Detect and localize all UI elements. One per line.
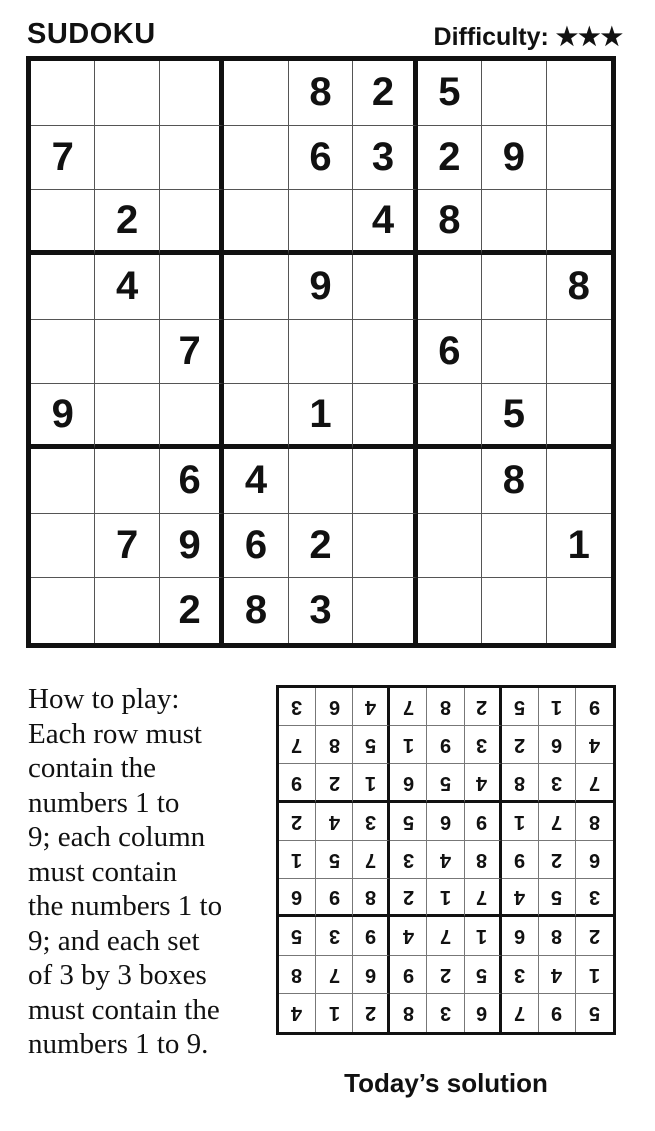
solution-digit: 8 [476, 848, 488, 871]
sudoku-cell[interactable] [160, 384, 224, 449]
solution-cell [539, 956, 576, 994]
solution-cell [576, 956, 613, 994]
solution-digit: 1 [588, 963, 600, 986]
solution-digit: 2 [402, 886, 414, 909]
solution-cell [465, 917, 502, 955]
solution-digit: 6 [439, 810, 452, 833]
instruction-line: 9; and each set [28, 924, 200, 957]
solution-digit: 4 [476, 771, 488, 794]
solution-cell [390, 688, 427, 726]
sudoku-cell[interactable] [547, 190, 611, 255]
solution-digit: 2 [291, 810, 303, 833]
solution-cell [316, 956, 353, 994]
instruction-line: must contain [28, 855, 178, 888]
solution-cell [427, 841, 464, 879]
solution-digit: 2 [551, 848, 563, 871]
sudoku-cell[interactable] [547, 320, 611, 385]
sudoku-cell[interactable] [289, 449, 353, 514]
solution-digit: 2 [476, 696, 488, 719]
sudoku-cell[interactable] [289, 190, 353, 255]
solution-digit: 7 [476, 886, 488, 909]
solution-digit: 6 [402, 771, 414, 794]
sudoku-cell[interactable]: 8 [482, 449, 546, 514]
sudoku-cell[interactable] [418, 514, 482, 579]
solution-cell [576, 688, 613, 726]
solution-cell [427, 803, 464, 841]
sudoku-cell[interactable] [31, 320, 95, 385]
sudoku-cell[interactable] [418, 578, 482, 643]
solution-cell [576, 994, 613, 1032]
instruction-line: of 3 by 3 boxes [28, 959, 207, 991]
solution-digit: 8 [402, 1002, 414, 1025]
sudoku-cell[interactable] [224, 320, 288, 385]
solution-cell [576, 803, 613, 841]
sudoku-cell[interactable] [353, 384, 417, 449]
sudoku-cell[interactable] [224, 255, 288, 320]
sudoku-cell[interactable] [482, 320, 546, 385]
sudoku-cell[interactable]: 8 [547, 255, 611, 320]
difficulty-rating: Difficulty: ★★★ [433, 23, 623, 51]
solution-cell [390, 917, 427, 955]
sudoku-cell[interactable] [482, 61, 546, 126]
solution-cell [279, 764, 316, 802]
solution-digit: 9 [588, 696, 600, 719]
sudoku-cell[interactable] [31, 61, 95, 126]
sudoku-cell[interactable]: 6 [160, 449, 224, 514]
solution-cell [390, 841, 427, 879]
solution-digit: 5 [551, 886, 563, 909]
solution-cell [279, 803, 316, 841]
solution-digit: 5 [476, 963, 488, 986]
sudoku-cell[interactable]: 2 [95, 190, 159, 255]
instruction-line: numbers 1 to 9. [28, 1028, 209, 1060]
sudoku-cell[interactable] [418, 384, 482, 449]
sudoku-cell[interactable] [482, 578, 546, 643]
solution-digit: 6 [551, 734, 563, 757]
sudoku-cell[interactable] [289, 320, 353, 385]
solution-cell [390, 726, 427, 764]
sudoku-cell[interactable]: 9 [160, 514, 224, 579]
solution-digit: 5 [364, 734, 376, 757]
solution-digit: 6 [588, 848, 600, 871]
solution-cell [465, 764, 502, 802]
sudoku-cell[interactable]: 4 [224, 449, 288, 514]
sudoku-cell[interactable]: 8 [224, 578, 288, 643]
solution-digit: 3 [514, 963, 526, 986]
solution-digit: 8 [439, 696, 452, 719]
solution-cell [576, 879, 613, 917]
solution-cell [316, 688, 353, 726]
sudoku-cell[interactable] [224, 190, 288, 255]
sudoku-cell[interactable]: 4 [95, 255, 159, 320]
solution-cell [316, 879, 353, 917]
solution-digit: 9 [364, 925, 376, 948]
solution-cell [502, 841, 539, 879]
how-to-play-instructions [28, 682, 268, 1062]
solution-cell [279, 879, 316, 917]
solution-digit: 3 [402, 848, 414, 871]
sudoku-cell[interactable] [547, 126, 611, 191]
solution-digit: 4 [551, 963, 563, 986]
solution-cell [427, 956, 464, 994]
sudoku-cell[interactable] [160, 255, 224, 320]
solution-digit: 1 [291, 848, 303, 871]
sudoku-cell[interactable]: 3 [289, 578, 353, 643]
solution-cell [539, 726, 576, 764]
sudoku-cell[interactable]: 2 [289, 514, 353, 579]
sudoku-cell[interactable]: 7 [95, 514, 159, 579]
solution-digit: 1 [328, 1002, 340, 1025]
solution-digit: 6 [328, 696, 340, 719]
sudoku-cell[interactable]: 1 [289, 384, 353, 449]
sudoku-cell[interactable]: 6 [224, 514, 288, 579]
instruction-line: the numbers 1 to [28, 890, 223, 922]
solution-digit: 4 [328, 810, 340, 833]
solution-cell [353, 917, 390, 955]
solution-digit: 6 [514, 925, 526, 948]
solution-cell [465, 956, 502, 994]
solution-digit: 3 [551, 771, 563, 794]
solution-digit: 5 [328, 848, 340, 871]
solution-digit: 5 [402, 810, 414, 833]
solution-cell [316, 726, 353, 764]
sudoku-cell[interactable] [95, 578, 159, 643]
sudoku-cell[interactable] [353, 320, 417, 385]
solution-digit: 1 [551, 696, 563, 719]
solution-cell [539, 879, 576, 917]
solution-cell [316, 994, 353, 1032]
solution-cell [279, 841, 316, 879]
solution-cell [279, 994, 316, 1032]
solution-digit: 7 [402, 696, 414, 719]
solution-digit: 8 [291, 963, 303, 986]
solution-cell [576, 726, 613, 764]
solution-digit: 3 [476, 734, 488, 757]
sudoku-cell[interactable] [95, 320, 159, 385]
solution-cell [502, 688, 539, 726]
solution-digit: 3 [328, 925, 340, 948]
solution-digit: 5 [514, 696, 526, 719]
solution-digit: 9 [291, 771, 303, 794]
solution-digit: 8 [328, 734, 340, 757]
solution-cell [316, 764, 353, 802]
solution-digit: 2 [514, 734, 526, 757]
solution-cell [539, 917, 576, 955]
sudoku-cell[interactable]: 8 [418, 190, 482, 255]
sudoku-cell[interactable] [547, 61, 611, 126]
solution-cell [465, 879, 502, 917]
solution-digit: 9 [514, 848, 526, 871]
solution-digit: 5 [291, 925, 303, 948]
solution-cell [576, 917, 613, 955]
solution-cell [539, 688, 576, 726]
solution-cell [427, 879, 464, 917]
solution-cell [279, 917, 316, 955]
sudoku-cell[interactable] [95, 384, 159, 449]
sudoku-cell[interactable]: 9 [289, 255, 353, 320]
solution-digit: 7 [364, 848, 376, 871]
sudoku-cell[interactable] [224, 126, 288, 191]
solution-cell [465, 803, 502, 841]
solution-cell [279, 726, 316, 764]
sudoku-cell[interactable] [224, 384, 288, 449]
sudoku-cell[interactable]: 6 [289, 126, 353, 191]
solution-digit: 8 [551, 925, 563, 948]
sudoku-cell[interactable]: 9 [31, 384, 95, 449]
solution-cell [316, 841, 353, 879]
sudoku-cell[interactable] [95, 449, 159, 514]
solution-cell [390, 879, 427, 917]
solution-digit: 2 [439, 963, 452, 986]
solution-digit: 4 [514, 886, 526, 909]
solution-digit: 4 [402, 925, 414, 948]
sudoku-cell[interactable]: 2 [353, 61, 417, 126]
sudoku-cell[interactable]: 6 [418, 320, 482, 385]
solution-cell [539, 994, 576, 1032]
solution-label: Today’s solution [344, 1068, 548, 1098]
sudoku-cell[interactable] [353, 578, 417, 643]
solution-digit: 9 [328, 886, 340, 909]
solution-cell [316, 917, 353, 955]
solution-cell [427, 764, 464, 802]
solution-cell [465, 994, 502, 1032]
solution-cell [279, 956, 316, 994]
sudoku-cell[interactable] [418, 255, 482, 320]
sudoku-cell[interactable]: 2 [160, 578, 224, 643]
solution-cell [465, 726, 502, 764]
solution-digit: 7 [588, 771, 600, 794]
solution-digit: 5 [439, 771, 452, 794]
sudoku-cell[interactable] [482, 255, 546, 320]
solution-digit: 4 [439, 848, 452, 871]
solution-cell [353, 803, 390, 841]
sudoku-cell[interactable]: 2 [418, 126, 482, 191]
solution-cell [502, 726, 539, 764]
solution-cell [390, 764, 427, 802]
solution-digit: 6 [476, 1002, 488, 1025]
solution-cell [502, 994, 539, 1032]
solution-digit: 9 [402, 963, 414, 986]
solution-cell [353, 994, 390, 1032]
solution-digit: 5 [588, 1002, 600, 1025]
solution-cell [353, 726, 390, 764]
sudoku-cell[interactable] [31, 255, 95, 320]
instruction-line: numbers 1 to [28, 786, 180, 819]
solution-digit: 4 [588, 734, 600, 757]
solution-cell [502, 803, 539, 841]
solution-digit: 2 [328, 771, 340, 794]
sudoku-cell[interactable] [353, 449, 417, 514]
sudoku-cell[interactable] [31, 514, 95, 579]
sudoku-cell[interactable] [160, 190, 224, 255]
solution-cell [502, 956, 539, 994]
solution-digit: 8 [588, 810, 600, 833]
solution-digit: 6 [364, 963, 376, 986]
solution-cell [539, 841, 576, 879]
solution-cell [539, 803, 576, 841]
solution-digit: 9 [551, 1002, 563, 1025]
sudoku-cell[interactable] [482, 514, 546, 579]
solution-digit: 7 [291, 734, 303, 757]
solution-digit: 3 [364, 810, 376, 833]
instruction-line: contain the [28, 752, 157, 784]
solution-cell [427, 994, 464, 1032]
solution-digit: 8 [514, 771, 526, 794]
puzzle-title: SUDOKU [27, 18, 156, 50]
sudoku-grid [26, 56, 616, 648]
instruction-line: 9; each column [28, 821, 206, 853]
solution-cell [353, 879, 390, 917]
sudoku-cell[interactable] [31, 190, 95, 255]
solution-digit: 3 [439, 1002, 452, 1025]
solution-digit: 8 [364, 886, 376, 909]
solution-cell [502, 917, 539, 955]
sudoku-cell[interactable] [224, 61, 288, 126]
solution-digit: 1 [402, 734, 414, 757]
sudoku-cell[interactable]: 5 [418, 61, 482, 126]
solution-cell [353, 956, 390, 994]
sudoku-cell[interactable] [547, 578, 611, 643]
solution-digit: 2 [588, 925, 600, 948]
sudoku-cell[interactable]: 7 [160, 320, 224, 385]
solution-cell [390, 994, 427, 1032]
solution-digit: 6 [291, 886, 303, 909]
solution-digit: 2 [364, 1002, 376, 1025]
solution-digit: 7 [551, 810, 563, 833]
solution-cell [353, 688, 390, 726]
sudoku-cell[interactable] [418, 449, 482, 514]
sudoku-cell[interactable] [547, 449, 611, 514]
solution-digit: 7 [328, 963, 340, 986]
solution-digit: 4 [364, 696, 376, 719]
sudoku-cell[interactable]: 1 [547, 514, 611, 579]
sudoku-cell[interactable] [160, 61, 224, 126]
solution-cell [390, 956, 427, 994]
sudoku-cell[interactable] [31, 449, 95, 514]
solution-cell [353, 841, 390, 879]
instruction-line: How to play: [28, 683, 180, 715]
sudoku-cell[interactable] [31, 578, 95, 643]
sudoku-cell[interactable]: 7 [31, 126, 95, 191]
solution-cell [427, 688, 464, 726]
solution-cell [427, 726, 464, 764]
sudoku-cell[interactable]: 8 [289, 61, 353, 126]
instruction-line: Each row must [28, 717, 202, 750]
solution-digit: 7 [439, 925, 452, 948]
solution-digit: 1 [476, 925, 488, 948]
sudoku-cell[interactable] [95, 61, 159, 126]
solution-cell [353, 764, 390, 802]
solution-cell [465, 841, 502, 879]
solution-cell [502, 764, 539, 802]
sudoku-cell[interactable]: 3 [353, 126, 417, 191]
solution-digit: 1 [364, 771, 376, 794]
solution-cell [390, 803, 427, 841]
solution-cell [502, 879, 539, 917]
sudoku-cell[interactable] [353, 514, 417, 579]
sudoku-cell[interactable] [95, 126, 159, 191]
solution-cell [576, 764, 613, 802]
solution-digit: 7 [514, 1002, 526, 1025]
sudoku-cell[interactable]: 5 [482, 384, 546, 449]
solution-digit: 9 [476, 810, 488, 833]
sudoku-cell[interactable] [547, 384, 611, 449]
solution-cell [316, 803, 353, 841]
solution-digit: 3 [588, 886, 600, 909]
solution-cell [576, 841, 613, 879]
solution-digit: 3 [291, 696, 303, 719]
sudoku-cell[interactable]: 9 [482, 126, 546, 191]
solution-cell [465, 688, 502, 726]
sudoku-cell[interactable] [353, 255, 417, 320]
sudoku-cell[interactable]: 4 [353, 190, 417, 255]
solution-cell [427, 917, 464, 955]
instruction-line: must contain the [28, 993, 220, 1026]
solution-digit: 4 [291, 1002, 303, 1025]
solution-digit: 1 [514, 810, 526, 833]
solution-digit: 1 [439, 886, 452, 909]
solution-digit: 9 [439, 734, 452, 757]
sudoku-cell[interactable] [160, 126, 224, 191]
solution-cell [539, 764, 576, 802]
solution-grid [276, 685, 616, 1035]
solution-cell [279, 688, 316, 726]
sudoku-cell[interactable] [482, 190, 546, 255]
